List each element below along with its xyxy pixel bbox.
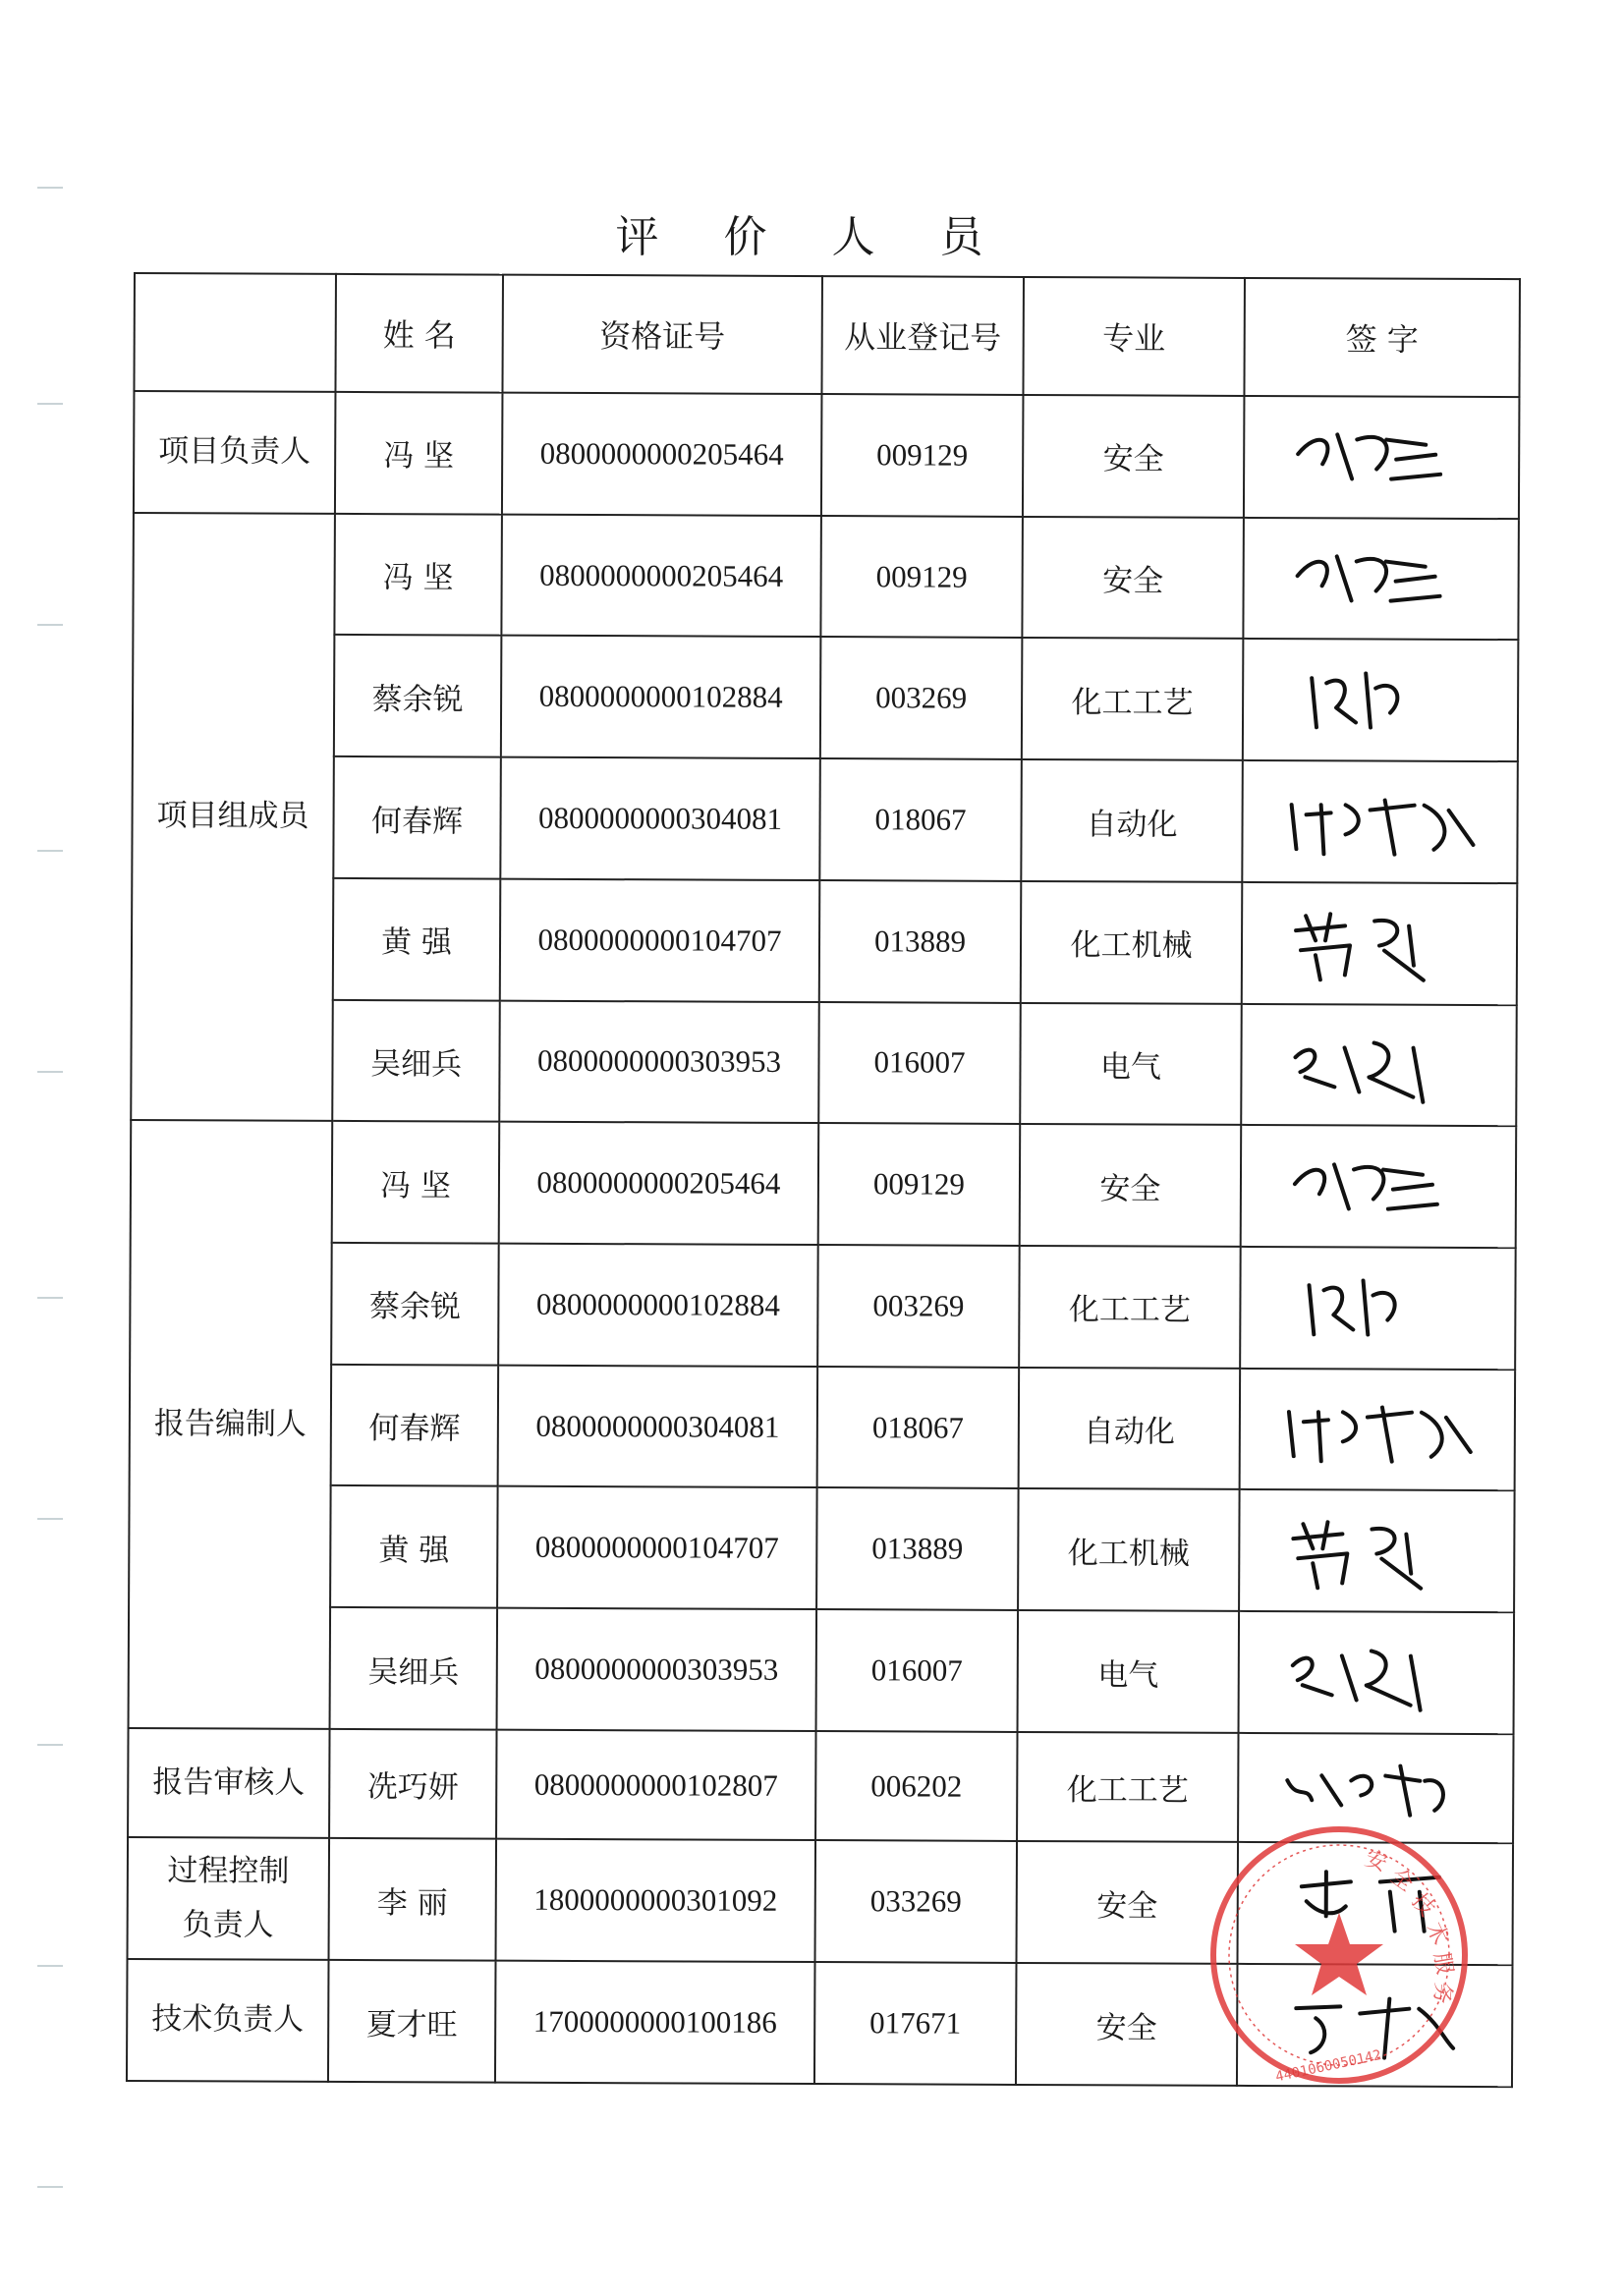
cert-no-cell: 1700000000100186 — [495, 1961, 815, 2084]
handwritten-signature — [1269, 1382, 1485, 1477]
scan-edge-mark — [37, 2186, 63, 2188]
table-row — [131, 1120, 1517, 1248]
name-cell: 吴细兵 — [332, 999, 500, 1121]
specialty-cell: 自动化 — [1021, 759, 1243, 882]
name-cell: 冼巧妍 — [329, 1729, 496, 1839]
personnel-table — [126, 272, 1521, 2088]
role-cell: 报告编制人 — [129, 1120, 333, 1728]
specialty-cell: 化工机械 — [1018, 1488, 1240, 1611]
reg-no-cell: 009129 — [820, 516, 1023, 639]
specialty-cell: 电气 — [1018, 1610, 1240, 1733]
scan-edge-mark — [37, 1518, 63, 1520]
header-name: 姓 名 — [335, 274, 503, 393]
cert-no-cell: 0800000000102807 — [496, 1730, 815, 1841]
specialty-cell: 安全 — [1023, 395, 1245, 518]
signature-cell — [1241, 1125, 1517, 1248]
reg-no-cell: 003269 — [817, 1245, 1020, 1368]
table-row — [133, 634, 1519, 761]
scan-edge-mark — [37, 1297, 63, 1299]
header-reg-no: 从业登记号 — [821, 276, 1024, 395]
handwritten-signature — [1271, 775, 1487, 869]
cert-no-cell: 0800000000303953 — [497, 1608, 817, 1731]
scan-edge-mark — [37, 1071, 63, 1073]
specialty-cell: 自动化 — [1019, 1368, 1241, 1490]
name-cell: 黄 强 — [333, 878, 501, 1000]
table-row — [130, 1242, 1516, 1370]
role-cell: 报告审核人 — [128, 1728, 329, 1838]
table-row — [130, 1364, 1516, 1491]
handwritten-signature — [1269, 1260, 1485, 1355]
scan-edge-mark — [37, 850, 63, 852]
table-row — [132, 756, 1518, 883]
scan-edge-mark — [37, 1965, 63, 1967]
signature-cell — [1239, 1489, 1515, 1612]
signature-cell — [1241, 1004, 1517, 1127]
header-role — [134, 273, 336, 392]
name-cell: 何春辉 — [331, 1365, 499, 1486]
reg-no-cell: 009129 — [821, 394, 1024, 517]
cert-no-cell: 0800000000304081 — [500, 757, 820, 880]
signature-cell — [1242, 760, 1518, 883]
reg-no-cell: 006202 — [815, 1731, 1017, 1841]
name-cell: 蔡余锐 — [331, 1243, 499, 1365]
specialty-cell: 化工工艺 — [1022, 638, 1244, 760]
reg-no-cell: 018067 — [819, 758, 1022, 881]
signature-cell — [1243, 639, 1519, 761]
table-row — [131, 999, 1517, 1127]
name-cell: 冯 坚 — [332, 1121, 500, 1243]
cert-no-cell: 0800000000303953 — [499, 1000, 819, 1123]
handwritten-signature — [1272, 653, 1488, 748]
cert-no-cell: 0800000000205464 — [499, 1122, 819, 1245]
name-cell: 黄 强 — [330, 1485, 498, 1607]
reg-no-cell: 016007 — [818, 1002, 1021, 1125]
name-cell: 冯 坚 — [334, 514, 502, 636]
reg-no-cell: 003269 — [820, 637, 1023, 759]
header-specialty: 专业 — [1023, 277, 1245, 396]
specialty-cell: 安全 — [1016, 1841, 1238, 1964]
cert-no-cell: 0800000000102884 — [501, 636, 821, 758]
reg-no-cell: 016007 — [816, 1609, 1019, 1732]
table-row — [134, 391, 1520, 519]
signature-cell — [1244, 396, 1520, 519]
scan-edge-mark — [37, 187, 63, 189]
name-cell: 冯 坚 — [335, 392, 503, 514]
svg-text:4401060050142: 4401060050142 — [1273, 2046, 1383, 2086]
company-seal — [1206, 1822, 1472, 2088]
handwritten-signature — [1270, 1018, 1486, 1112]
scan-edge-mark — [37, 624, 63, 626]
svg-text:服: 服 — [1428, 1950, 1457, 1977]
cert-no-cell: 0800000000205464 — [501, 514, 821, 637]
role-cell: 过程控制 负责人 — [128, 1837, 330, 1960]
specialty-cell: 安全 — [1016, 1963, 1238, 2086]
reg-no-cell: 018067 — [817, 1367, 1020, 1489]
header-cert-no: 资格证号 — [502, 275, 822, 394]
cert-no-cell: 0800000000104707 — [497, 1486, 817, 1609]
svg-text:技: 技 — [1406, 1888, 1439, 1922]
signature-cell — [1242, 882, 1518, 1005]
handwritten-signature — [1272, 532, 1488, 626]
handwritten-signature — [1267, 1741, 1484, 1835]
handwritten-signature — [1268, 1626, 1484, 1720]
table-row — [129, 1606, 1515, 1734]
handwritten-signature — [1271, 896, 1487, 990]
scan-edge-mark — [37, 1744, 63, 1746]
cert-no-cell: 0800000000102884 — [498, 1244, 818, 1367]
name-cell: 李 丽 — [329, 1838, 497, 1960]
header-signature: 签 字 — [1244, 278, 1520, 397]
signature-cell — [1240, 1369, 1516, 1491]
table-row — [133, 513, 1519, 641]
svg-text:术: 术 — [1421, 1918, 1453, 1949]
svg-text:安: 安 — [1361, 1846, 1391, 1877]
cert-no-cell: 1800000000301092 — [496, 1839, 816, 1962]
header-row — [134, 273, 1520, 397]
handwritten-signature — [1268, 1504, 1484, 1598]
signature-cell — [1243, 518, 1519, 641]
reg-no-cell: 033269 — [815, 1840, 1018, 1963]
signature-cell — [1240, 1247, 1516, 1370]
specialty-cell: 化工工艺 — [1017, 1732, 1238, 1843]
cert-no-cell: 0800000000205464 — [502, 393, 822, 516]
role-cell: 技术负责人 — [127, 1959, 329, 2082]
handwritten-signature — [1273, 410, 1489, 504]
reg-no-cell: 013889 — [816, 1488, 1019, 1611]
name-cell: 夏才旺 — [328, 1960, 496, 2083]
svg-text:全: 全 — [1385, 1864, 1418, 1897]
svg-text:务: 务 — [1428, 1981, 1455, 2005]
specialty-cell: 化工机械 — [1021, 881, 1243, 1004]
specialty-cell: 化工工艺 — [1019, 1246, 1241, 1369]
scan-edge-mark — [37, 403, 63, 405]
role-cell: 项目组成员 — [131, 513, 335, 1121]
table-row — [132, 877, 1518, 1005]
name-cell: 何春辉 — [333, 756, 501, 878]
reg-no-cell: 009129 — [818, 1123, 1021, 1246]
signature-cell — [1239, 1611, 1515, 1734]
reg-no-cell: 017671 — [814, 1962, 1017, 2085]
cert-no-cell: 0800000000304081 — [498, 1365, 818, 1487]
specialty-cell: 安全 — [1020, 1124, 1242, 1247]
name-cell: 蔡余锐 — [334, 635, 502, 756]
table-row — [129, 1484, 1515, 1612]
name-cell: 吴细兵 — [330, 1607, 498, 1729]
handwritten-signature — [1270, 1140, 1486, 1234]
role-cell: 项目负责人 — [134, 391, 336, 514]
specialty-cell: 安全 — [1022, 517, 1244, 640]
page-title: 评 价 人 员 — [615, 212, 1009, 262]
specialty-cell: 电气 — [1020, 1003, 1242, 1126]
cert-no-cell: 0800000000104707 — [500, 879, 820, 1002]
reg-no-cell: 013889 — [819, 880, 1022, 1003]
